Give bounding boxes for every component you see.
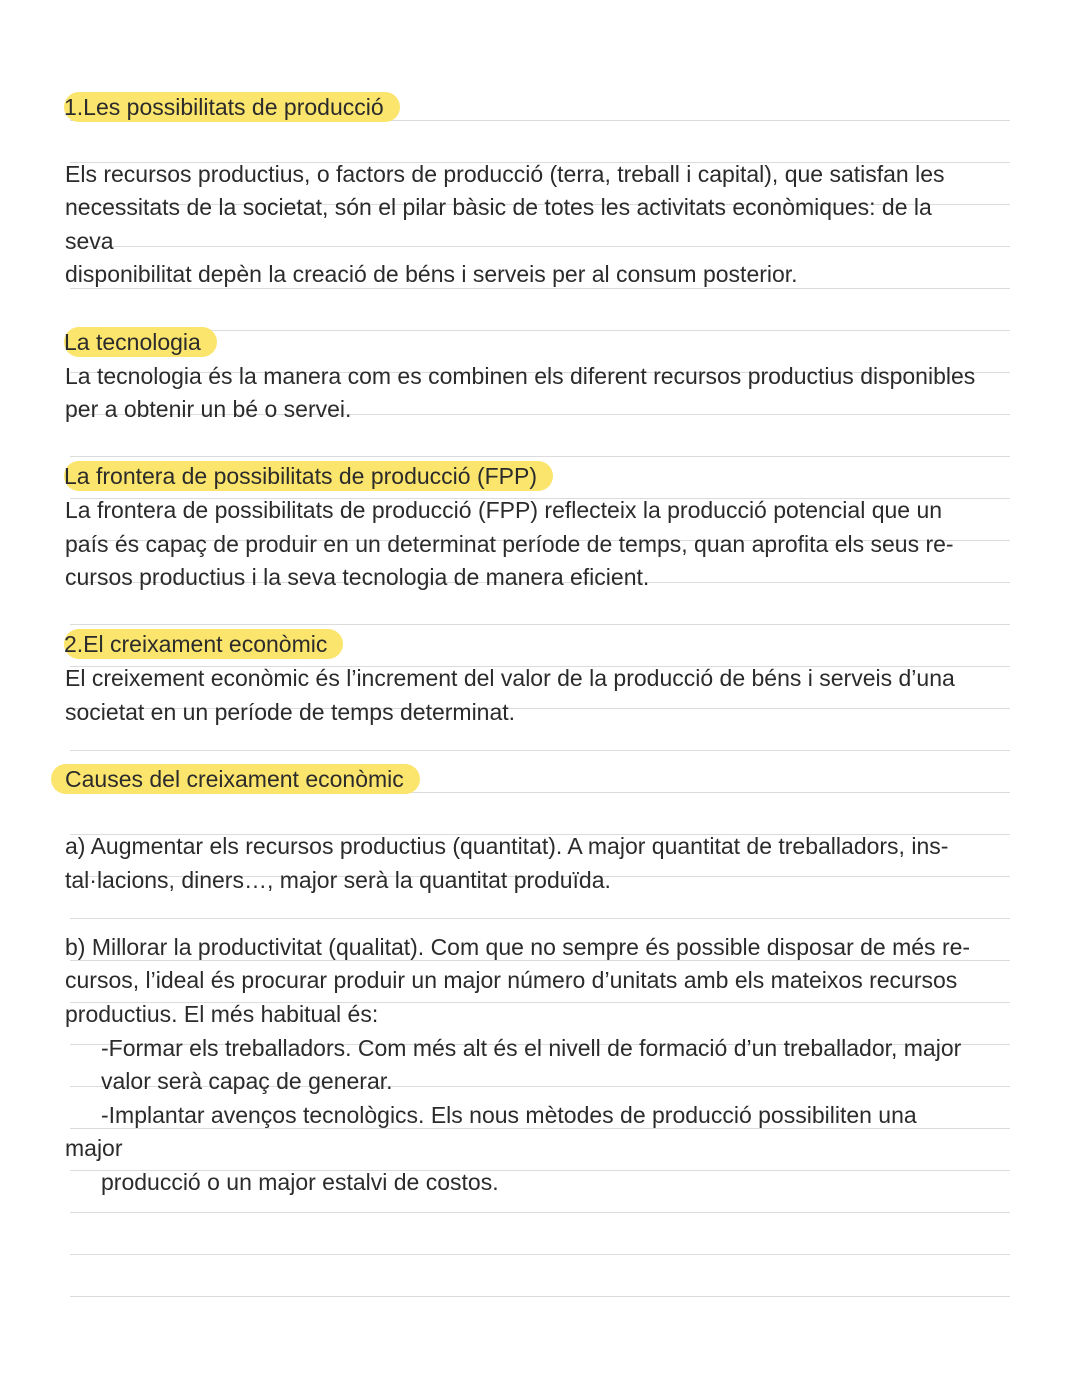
list-item-a-line: a) Augmentar els recursos productius (quantitat). A major quantitat de treballadors, ins- [65, 833, 949, 859]
rule-line [70, 624, 1010, 625]
sub-item-line: -Implantar avenços tecnològics. Els nous mètodes de producció possibiliten una [101, 1102, 917, 1128]
paragraph-line: La frontera de possibilitats de producció (FPP) reflecteix la producció potencial que un [65, 497, 943, 523]
heading-tecnologia-line [65, 327, 217, 357]
heading-tecnologia: La tecnologia [64, 327, 217, 357]
heading-possibilitats-line [65, 92, 400, 122]
paragraph-line: La tecnologia és la manera com es combinen els diferent recursos productius disponibles [65, 363, 976, 389]
rule-line [70, 1212, 1010, 1213]
paragraph-line: cursos productius i la seva tecnologia de manera eficient. [65, 564, 650, 590]
list-item-b-line: b) Millorar la productivitat (qualitat). Com que no sempre és possible disposar de més re- [65, 934, 971, 960]
heading-causes: Causes del creixament econòmic [51, 764, 420, 794]
paragraph-line: seva [65, 228, 114, 254]
paragraph-line: Els recursos productius, o factors de producció (terra, treball i capital), que satisfan les [65, 161, 945, 187]
sub-item-line: major [65, 1135, 123, 1161]
rule-line [70, 918, 1010, 919]
rule-line [70, 1296, 1010, 1297]
heading-causes-line [65, 764, 420, 794]
list-item-b-line: cursos, l’ideal és procurar produir un major número d’unitats amb els mateixos recursos [65, 967, 958, 993]
paragraph-line: El creixement econòmic és l’increment del valor de la producció de béns i serveis d’una [65, 665, 955, 691]
rule-line [70, 1254, 1010, 1255]
list-item-b-line: productius. El més habitual és: [65, 1001, 379, 1027]
rule-line [70, 246, 1010, 247]
paragraph-line: disponibilitat depèn la creació de béns i serveis per al consum posterior. [65, 261, 798, 287]
rule-line [70, 456, 1010, 457]
sub-item-line: -Formar els treballadors. Com més alt és el nivell de formació d’un treballador, major [101, 1035, 962, 1061]
heading-fpp-line [65, 461, 553, 491]
paragraph-line: societat en un període de temps determinat. [65, 699, 516, 725]
rule-line [70, 750, 1010, 751]
heading-creixement-line [65, 629, 343, 659]
heading-creixement: 2.El creixament econòmic [64, 629, 343, 659]
paragraph-line: necessitats de la societat, són el pilar bàsic de totes les activitats econòmiques: de la [65, 194, 932, 220]
sub-item-line: valor serà capaç de generar. [101, 1068, 393, 1094]
heading-possibilitats: 1.Les possibilitats de producció [64, 92, 400, 122]
heading-fpp: La frontera de possibilitats de producció (FPP) [64, 461, 553, 491]
list-item-a-line: tal·lacions, diners…, major serà la quantitat produïda. [65, 867, 611, 893]
sub-item-line: producció o un major estalvi de costos. [101, 1169, 499, 1195]
paragraph-line: país és capaç de produir en un determinat període de temps, quan aprofita els seus re- [65, 531, 954, 557]
paragraph-line: per a obtenir un bé o servei. [65, 396, 352, 422]
